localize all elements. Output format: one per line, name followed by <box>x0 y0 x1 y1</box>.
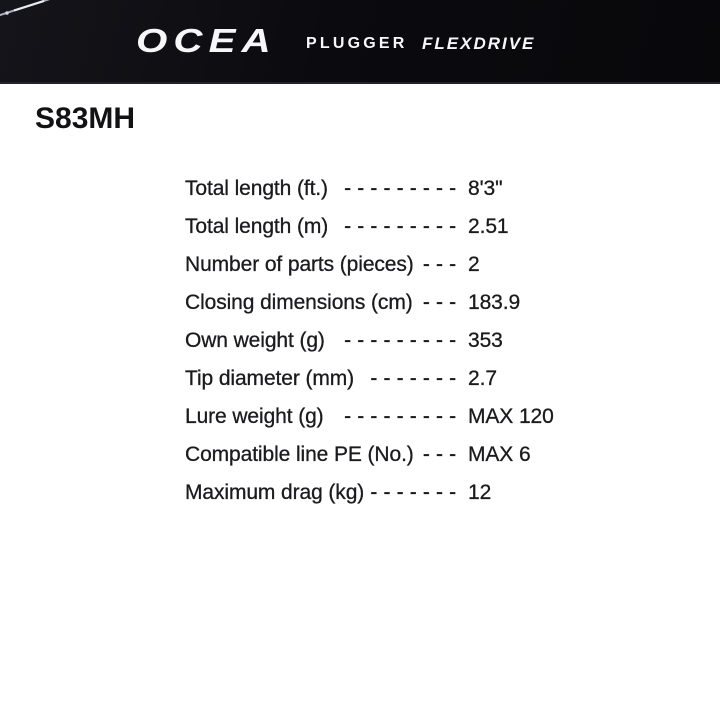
spec-leader-dashes: - - - - - - - - - <box>344 177 456 200</box>
spec-value: 183.9 <box>468 291 521 314</box>
spec-label: Total length (m) <box>185 215 329 238</box>
spec-label: Closing dimensions (cm) <box>185 291 413 314</box>
spec-list <box>185 170 720 512</box>
spec-value: 2.7 <box>468 367 497 390</box>
spec-leader-dashes: - - - <box>422 253 456 276</box>
spec-value: 8'3" <box>468 177 503 200</box>
spec-value: 12 <box>468 481 492 504</box>
spec-leader-dashes: - - - - - - - - - <box>344 215 456 238</box>
spec-leader-dashes: - - - - - - - - - <box>344 329 456 352</box>
spec-row <box>185 284 720 322</box>
spec-label: Compatible line PE (No.) <box>185 443 414 466</box>
header-band <box>0 0 720 84</box>
spec-row <box>185 208 720 246</box>
spec-label: Maximum drag (kg) <box>185 481 365 504</box>
spec-leader-dashes: - - - - - - - <box>370 481 456 504</box>
spec-row <box>185 436 720 474</box>
spec-leader-dashes: - - - <box>422 443 456 466</box>
spec-label: Number of parts (pieces) <box>185 253 414 276</box>
technology-label-flexdrive: FLEXDRIVE <box>422 34 536 53</box>
model-title: S83MH <box>35 102 136 135</box>
spec-row <box>185 474 720 512</box>
spec-leader-dashes: - - - - - - - <box>370 367 456 390</box>
spec-row <box>185 398 720 436</box>
spec-value: 353 <box>468 329 503 352</box>
spec-label: Tip diameter (mm) <box>185 367 355 390</box>
brand-logo-ocea: OCEA <box>136 22 277 59</box>
spec-leader-dashes: - - - - - - - - - <box>344 405 456 428</box>
spec-row <box>185 322 720 360</box>
spec-value: 2 <box>468 253 480 276</box>
spec-row <box>185 246 720 284</box>
spec-label: Total length (ft.) <box>185 177 328 200</box>
spec-value: MAX 6 <box>468 443 531 466</box>
spec-label: Lure weight (g) <box>185 405 324 428</box>
spec-label: Own weight (g) <box>185 329 325 352</box>
spec-row <box>185 170 720 208</box>
rod-tip-icon <box>0 0 70 22</box>
spec-row <box>185 360 720 398</box>
series-label-plugger: PLUGGER <box>306 35 408 52</box>
spec-leader-dashes: - - - <box>422 291 456 314</box>
spec-value: MAX 120 <box>468 405 554 428</box>
spec-value: 2.51 <box>468 215 509 238</box>
